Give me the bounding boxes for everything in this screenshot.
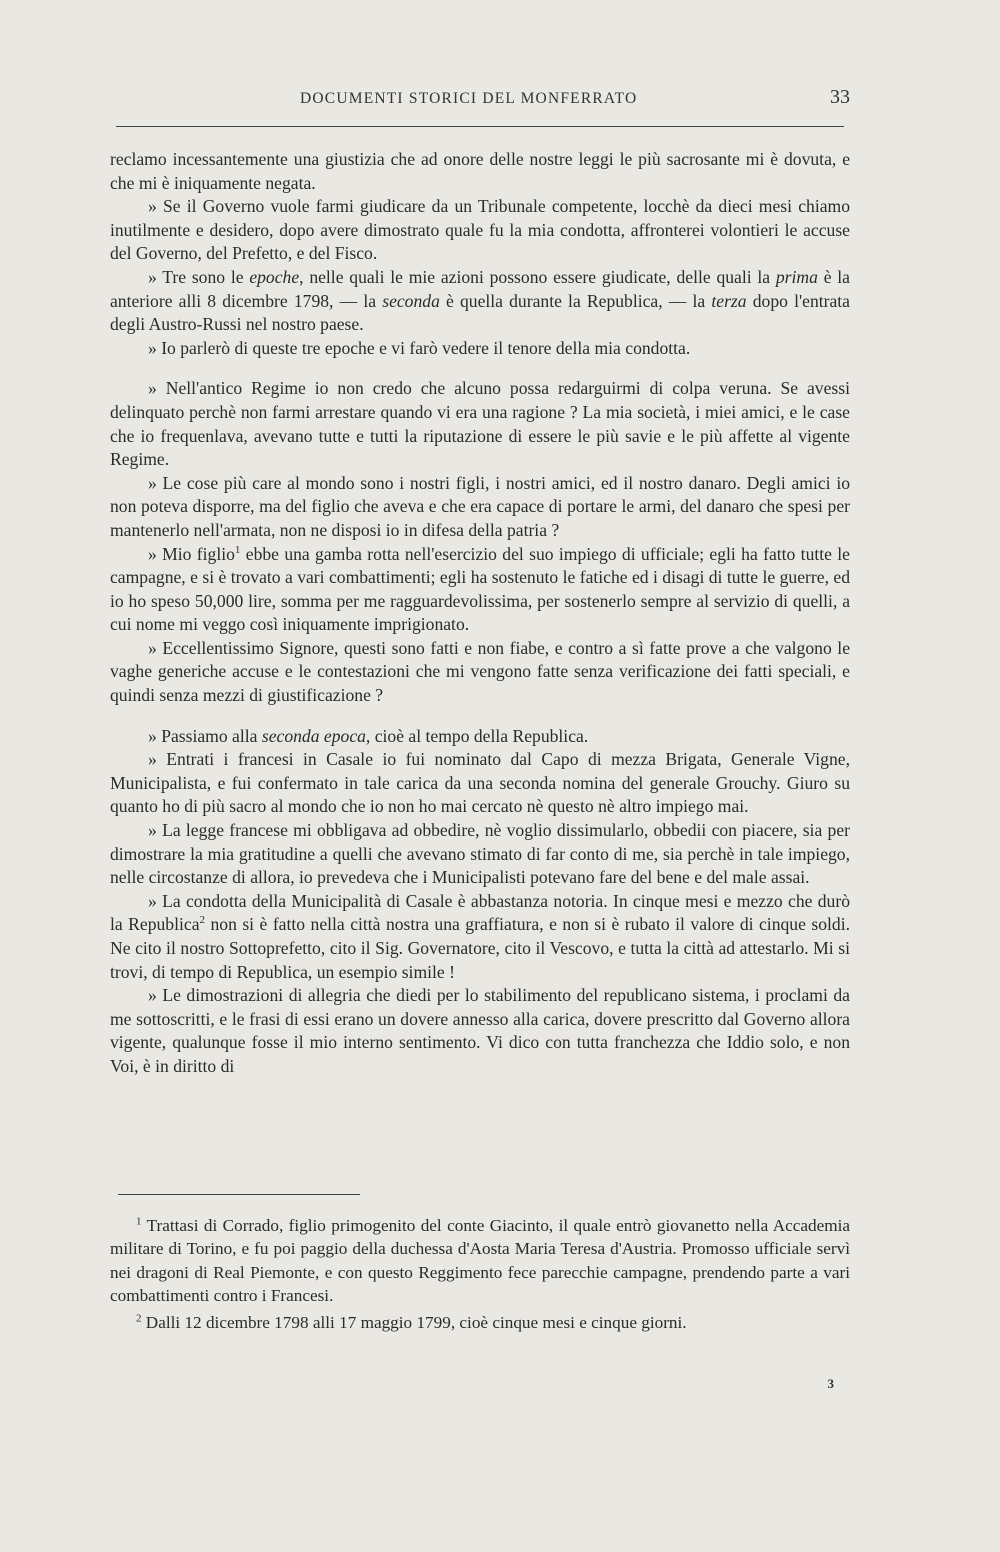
paragraph-1 — [110, 148, 850, 195]
page-number: 33 — [830, 86, 850, 108]
footnote-2 — [110, 1311, 850, 1334]
paragraph-text: è la anteriore alli 8 dicembre 1798, — la — [110, 266, 850, 311]
paragraph-text: » Nell'antico Regime io non credo che alcuno possa redarguirmi di colpa veruna. Se avessi delinquato perchè non farmi arrestare quando vi era una ragione ? La mia società, i miei amici, e le case che io frequenlava, avevano tutte e tutti la riputazione di essere le più savie e le più affette al vigente Regime. — [110, 378, 850, 470]
paragraph-3 — [110, 266, 850, 337]
paragraph-5 — [110, 377, 850, 471]
paragraph-text: » Le cose più care al mondo sono i nostri figli, i nostri amici, ed il nostro danaro. Degli amici io non poteva disporre, ma del figlio che aveva e che era capace di portare le armi, del danaro che spesi per mantenerlo nell'armata, non ne disposi io in difesa della patria ? — [110, 472, 850, 540]
paragraph-text: » Passiamo alla — [148, 725, 262, 746]
footnote-text: Dalli 12 dicembre 1798 alli 17 maggio 1799, cioè cinque mesi e cinque giorni. — [145, 1312, 687, 1332]
paragraph-2 — [110, 195, 850, 266]
paragraph-text: » Mio figlio — [148, 543, 235, 564]
paragraph-12 — [110, 890, 850, 984]
italic-term: seconda epoca — [261, 725, 366, 746]
paragraph-text: » Le dimostrazioni di allegria che diedi per lo stabilimento del republicano sistema, i proclami da me sottoscritti, e le frasi di essi erano un dovere annesso alla carica, dovere prescritto dal Governo allora vigente, qualunque fosse il mio interno sentimento. Vi dico con tutta franchezza che Iddio solo, e non Voi, è in diritto di — [110, 985, 850, 1076]
paragraph-text: è quella durante la Republica, — la — [439, 290, 712, 311]
paragraph-9 — [110, 725, 850, 749]
footnotes — [110, 1214, 850, 1334]
paragraph-text: » Io parlerò di queste tre epoche e vi farò vedere il tenore della mia condotta. — [148, 337, 691, 358]
paragraph-text: » Eccellentissimo Signore, questi sono fatti e non fiabe, e contro a sì fatte prove a che valgono le vaghe generiche accuse e le contestazioni che mi vengono fatte senza verificazione dei fatti speciali, e quindi senza mezzi di giustificazione ? — [110, 637, 850, 706]
paragraph-text: non si è fatto nella città nostra una graffiatura, e non si è rubato il valore di cinque soldi. Ne cito il nostro Sottoprefetto, cito il Sig. Governatore, cito il Vescovo, e tutta la città ad attestarlo. Mi si trovi, di tempo di Republica, un esempio simile ! — [110, 914, 850, 982]
paragraph-text: » Tre sono le — [148, 266, 250, 287]
header-rule — [116, 126, 844, 127]
page-header — [110, 86, 850, 116]
footnote-ref: 2 — [199, 914, 205, 927]
paragraph-11 — [110, 819, 850, 890]
paragraph-6 — [110, 472, 850, 543]
footnote-text: Trattasi di Corrado, figlio primogenito del conte Giacinto, il quale entrò giovanetto nella Accademia militare di Torino, e fu poi paggio della duchessa d'Aosta Maria Teresa d'Austria. Promosso ufficiale servì nei dragoni di Real Piemonte, e con questo Reggimento fece parecchie campagne, prendendo parte a vari combattimenti contro i Francesi. — [110, 1216, 850, 1306]
italic-term: epoche — [249, 266, 300, 287]
footnote-ref: 1 — [234, 543, 241, 556]
paragraph-text: reclamo incessantemente una giustizia che ad onore delle nostre leggi le più sacrosante mi è dovuta, e che mi è iniquamente negata. — [110, 149, 850, 193]
italic-term: seconda — [382, 290, 440, 311]
footnote-mark: 1 — [136, 1215, 142, 1228]
paragraph-4 — [110, 337, 850, 361]
main-text — [110, 148, 850, 1079]
footnote-rule — [118, 1194, 360, 1195]
italic-term: prima — [775, 266, 818, 287]
paragraph-7 — [110, 543, 850, 637]
paragraph-text: dopo l'entrata degli Austro-Russi nel nostro paese. — [110, 290, 850, 335]
paragraph-text: , nelle quali le mie azioni possono essere giudicate, delle quali la — [299, 266, 776, 287]
paragraph-text: » Entrati i francesi in Casale io fui nominato dal Capo di mezza Brigata, Generale Vigne, Municipalista, e fui confermato in tale carica da una seconda nomina del generale Grouchy. Giuro su quanto ho di più sacro al mondo che io non ho mai cercato nè questo nè altro impiego mai. — [110, 749, 850, 817]
paragraph-text: , cioè al tempo della Republica. — [365, 725, 589, 746]
footnote-mark: 2 — [136, 1311, 142, 1324]
paragraph-10 — [110, 748, 850, 819]
footnote-1 — [110, 1214, 850, 1308]
paragraph-8 — [110, 637, 850, 708]
paragraph-text: ebbe una gamba rotta nell'esercizio del suo impiego di ufficiale; egli ha fatto tutte le campagne, e si è trovato a vari combattimenti; egli ha sostenuto le fatiche ed i disagi di tutte le guerre, ed io ho speso 50,000 lire, somma per me ragguardevolissima, per sostenerlo sempre al servizio di quelli, a cui nome mi veggo così iniquamente imprigionato. — [110, 543, 850, 635]
italic-term: terza — [711, 290, 747, 311]
signature-mark: 3 — [827, 1376, 834, 1391]
paragraph-text: » Se il Governo vuole farmi giudicare da un Tribunale competente, locchè da dieci mesi chiamo inutilmente e desidero, dopo avere dimostrato quale fu la mia condotta, affronterei volontieri le accuse del Governo, del Prefetto, e del Fisco. — [110, 196, 850, 264]
running-title: DOCUMENTI STORICI DEL MONFERRATO — [300, 90, 638, 107]
paragraph-13 — [110, 984, 850, 1078]
paragraph-text: » La legge francese mi obbligava ad obbedire, nè voglio dissimularlo, obbedii con piacere, sia per dimostrare la mia gratitudine a quelli che avevano stimato di far conto di me, sia perchè in tale impiego, nelle circostanze di allora, io prevedeva che i Municipalisti potevano fare del bene e del male assai. — [110, 820, 850, 888]
paragraph-text: » La condotta della Municipalità di Casale è abbastanza notoria. In cinque mesi e mezzo che durò la Republica — [110, 890, 850, 935]
